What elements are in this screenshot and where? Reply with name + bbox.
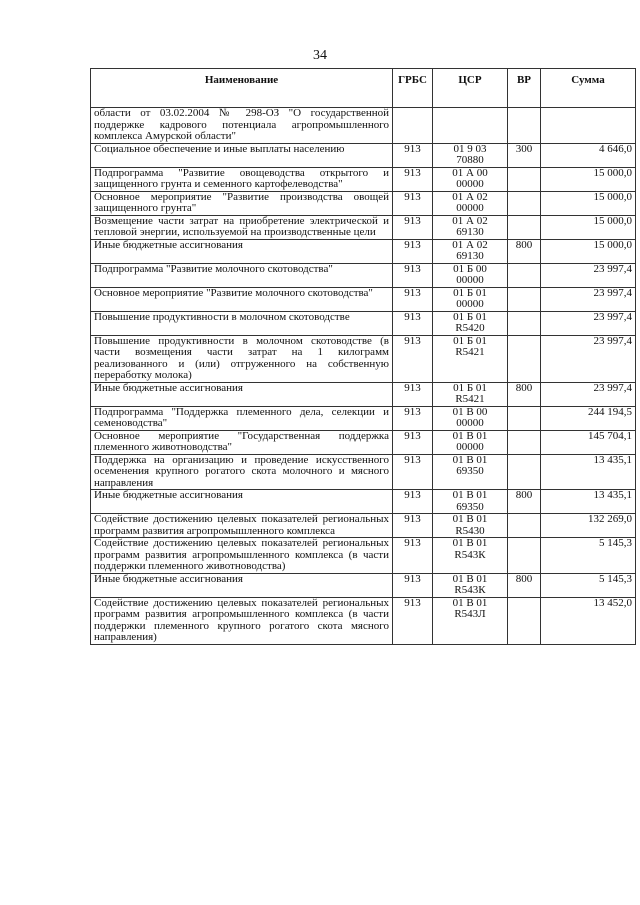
row-name-cell: Иные бюджетные ассигнования (91, 573, 393, 597)
row-name-cell: Подпрограмма "Поддержка племенного дела, селекции и семеноводства" (91, 406, 393, 430)
table-row (91, 108, 636, 144)
row-name-cell: Повышение продуктивности в молочном скотоводстве (91, 311, 393, 335)
row-grbs-cell (393, 108, 433, 144)
csr-code-part-1: 01 Б 01 (453, 310, 487, 323)
row-grbs-cell: 913 (393, 406, 433, 430)
row-vr-cell (508, 514, 541, 538)
csr-code-part-2: 69130 (456, 250, 484, 262)
table-row (91, 167, 636, 191)
row-grbs-cell: 913 (393, 143, 433, 167)
row-sum-cell: 4 646,0 (541, 143, 636, 167)
csr-code-part-2: R543К (454, 584, 486, 596)
header-csr: ЦСР (433, 69, 508, 108)
row-csr-cell (433, 430, 508, 454)
row-name-cell: области от 03.02.2004 № 298-ОЗ "О государственной поддержке кадрового потенциала агропромышленного комплекса Амурской области" (91, 108, 393, 144)
row-vr-cell: 800 (508, 573, 541, 597)
row-vr-cell (508, 287, 541, 311)
row-vr-cell: 800 (508, 382, 541, 406)
row-vr-cell: 800 (508, 239, 541, 263)
row-grbs-cell: 913 (393, 597, 433, 644)
csr-code-part-1: 01 В 01 (452, 489, 488, 501)
csr-code-part-2: R5421 (455, 346, 485, 358)
row-name-cell: Содействие достижению целевых показателей региональных программ развития агропромышленного комплекса (в части поддержки племенного животноводства) (91, 538, 393, 574)
row-csr-cell (433, 573, 508, 597)
table-row (91, 263, 636, 287)
csr-code-part-1: 01 Б 01 (453, 286, 487, 299)
row-sum-cell: 15 000,0 (541, 215, 636, 239)
row-grbs-cell: 913 (393, 263, 433, 287)
row-csr-cell (433, 263, 508, 287)
row-grbs-cell: 913 (393, 514, 433, 538)
row-name-cell: Иные бюджетные ассигнования (91, 239, 393, 263)
row-csr-cell (433, 597, 508, 644)
row-vr-cell (508, 311, 541, 335)
header-name: Наименование (91, 69, 393, 108)
row-sum-cell: 15 000,0 (541, 239, 636, 263)
row-csr-cell (433, 406, 508, 430)
row-name-cell: Основное мероприятие "Развитие производства овощей защищенного грунта" (91, 191, 393, 215)
row-csr-cell (433, 382, 508, 406)
row-sum-cell: 23 997,4 (541, 382, 636, 406)
row-vr-cell (508, 263, 541, 287)
csr-code-part-1: 01 В 01 (452, 513, 488, 525)
table-row (91, 514, 636, 538)
table-row (91, 311, 636, 335)
row-grbs-cell: 913 (393, 167, 433, 191)
row-sum-cell: 23 997,4 (541, 311, 636, 335)
table-row (91, 215, 636, 239)
row-name-cell: Основное мероприятие "Развитие молочного скотоводства" (91, 287, 393, 311)
csr-code-part-1: 01 В 01 (452, 537, 488, 549)
csr-code-part-1: 01 Б 01 (453, 334, 487, 347)
table-row (91, 490, 636, 514)
csr-code-part-2: 00000 (456, 417, 484, 429)
row-csr-cell (433, 514, 508, 538)
row-grbs-cell: 913 (393, 573, 433, 597)
row-vr-cell (508, 538, 541, 574)
csr-code-part-1: 01 Б 00 (453, 262, 487, 275)
row-sum-cell: 23 997,4 (541, 287, 636, 311)
row-sum-cell: 13 435,1 (541, 454, 636, 490)
table-row (91, 454, 636, 490)
table-row (91, 335, 636, 382)
csr-code-part-1: 01 В 01 (452, 596, 488, 609)
csr-code-part-2: 00000 (456, 178, 484, 190)
row-sum-cell: 5 145,3 (541, 573, 636, 597)
row-csr-cell (433, 143, 508, 167)
table-row (91, 597, 636, 644)
row-grbs-cell: 913 (393, 239, 433, 263)
row-grbs-cell: 913 (393, 191, 433, 215)
row-sum-cell: 145 704,1 (541, 430, 636, 454)
row-name-cell: Иные бюджетные ассигнования (91, 490, 393, 514)
row-vr-cell (508, 108, 541, 144)
row-csr-cell (433, 167, 508, 191)
row-grbs-cell: 913 (393, 335, 433, 382)
table-row (91, 406, 636, 430)
table-row (91, 538, 636, 574)
csr-code-part-1: 01 В 01 (452, 429, 488, 442)
csr-code-part-1: 01 В 01 (452, 453, 488, 466)
row-csr-cell (433, 239, 508, 263)
table-row (91, 287, 636, 311)
table-row (91, 191, 636, 215)
row-grbs-cell: 913 (393, 430, 433, 454)
row-name-cell: Подпрограмма "Развитие молочного скотоводства" (91, 263, 393, 287)
table-header-row (91, 69, 636, 108)
csr-code-part-1: 01 А 02 (452, 190, 488, 203)
row-vr-cell: 800 (508, 490, 541, 514)
table-row (91, 430, 636, 454)
budget-table (90, 68, 636, 645)
row-grbs-cell: 913 (393, 490, 433, 514)
row-vr-cell (508, 215, 541, 239)
row-grbs-cell: 913 (393, 215, 433, 239)
table-row (91, 573, 636, 597)
row-vr-cell (508, 454, 541, 490)
row-name-cell: Возмещение части затрат на приобретение электрической и тепловой энергии, используемой на производственные цели (91, 215, 393, 239)
csr-code-part-2: 00000 (456, 298, 484, 310)
row-grbs-cell: 913 (393, 287, 433, 311)
csr-code-part-1: 01 В 00 (452, 405, 488, 418)
row-sum-cell: 23 997,4 (541, 335, 636, 382)
row-vr-cell (508, 167, 541, 191)
row-sum-cell: 13 452,0 (541, 597, 636, 644)
row-csr-cell (433, 108, 508, 144)
table-row (91, 143, 636, 167)
csr-code-part-2: 70880 (456, 154, 484, 166)
row-vr-cell (508, 406, 541, 430)
row-csr-cell (433, 490, 508, 514)
csr-code-part-2: R5430 (455, 524, 485, 537)
row-sum-cell: 5 145,3 (541, 538, 636, 574)
row-vr-cell (508, 335, 541, 382)
csr-code-part-2: 69350 (456, 500, 484, 513)
row-name-cell: Подпрограмма "Развитие овощеводства открытого и защищенного грунта и семенного картофелеводства" (91, 167, 393, 191)
table-row (91, 239, 636, 263)
header-vr: ВР (508, 69, 541, 108)
csr-code-part-2: 69130 (456, 226, 484, 238)
row-csr-cell (433, 311, 508, 335)
row-name-cell: Поддержка на организацию и проведение искусственного осеменения крупного рогатого скота молочного и мясного направления (91, 454, 393, 490)
row-csr-cell (433, 454, 508, 490)
header-grbs: ГРБС (393, 69, 433, 108)
row-sum-cell: 132 269,0 (541, 514, 636, 538)
row-name-cell: Основное мероприятие "Государственная поддержка племенного животноводства" (91, 430, 393, 454)
row-csr-cell (433, 335, 508, 382)
page-number: 34 (313, 48, 327, 63)
csr-code-part-1: 01 А 02 (452, 214, 488, 227)
row-vr-cell: 300 (508, 143, 541, 167)
csr-code-part-1: 01 В 01 (452, 572, 488, 585)
row-grbs-cell: 913 (393, 454, 433, 490)
row-sum-cell: 244 194,5 (541, 406, 636, 430)
csr-code-part-2: 00000 (456, 202, 484, 214)
csr-code-part-1: 01 Б 01 (453, 381, 487, 394)
row-csr-cell (433, 215, 508, 239)
csr-code-part-1: 01 А 00 (452, 166, 488, 179)
header-sum: Сумма (541, 69, 636, 108)
row-name-cell: Социальное обеспечение и иные выплаты населению (91, 143, 393, 167)
row-sum-cell (541, 108, 636, 144)
csr-code-part-1: 01 А 02 (452, 238, 488, 251)
csr-code-part-2: R5420 (455, 322, 485, 334)
row-csr-cell (433, 538, 508, 574)
csr-code-part-2: R5421 (455, 393, 485, 405)
row-csr-cell (433, 287, 508, 311)
row-sum-cell: 13 435,1 (541, 490, 636, 514)
row-vr-cell (508, 430, 541, 454)
csr-code-part-2: R543К (454, 548, 486, 561)
row-csr-cell (433, 191, 508, 215)
csr-code-part-2: 00000 (456, 274, 484, 286)
csr-code-part-2: 69350 (456, 465, 484, 477)
row-name-cell: Повышение продуктивности в молочном скотоводстве (в части возмещения части затрат на 1 килограмм реализованного и (или) отгруженного на собственную переработку молока) (91, 335, 393, 382)
row-sum-cell: 15 000,0 (541, 191, 636, 215)
csr-code-part-1: 01 9 03 (453, 142, 487, 155)
row-grbs-cell: 913 (393, 538, 433, 574)
row-vr-cell (508, 191, 541, 215)
table-row (91, 382, 636, 406)
row-name-cell: Содействие достижению целевых показателей региональных программ развития агропромышленного комплекса (в части поддержки племенного крупного рогатого скота мясного направления) (91, 597, 393, 644)
table-body (91, 108, 636, 645)
row-name-cell: Иные бюджетные ассигнования (91, 382, 393, 406)
row-name-cell: Содействие достижению целевых показателей региональных программ развития агропромышленного комплекса (91, 514, 393, 538)
row-vr-cell (508, 597, 541, 644)
row-sum-cell: 23 997,4 (541, 263, 636, 287)
csr-code-part-2: 00000 (456, 441, 484, 453)
row-sum-cell: 15 000,0 (541, 167, 636, 191)
row-grbs-cell: 913 (393, 382, 433, 406)
row-grbs-cell: 913 (393, 311, 433, 335)
csr-code-part-2: R543Л (454, 608, 486, 620)
